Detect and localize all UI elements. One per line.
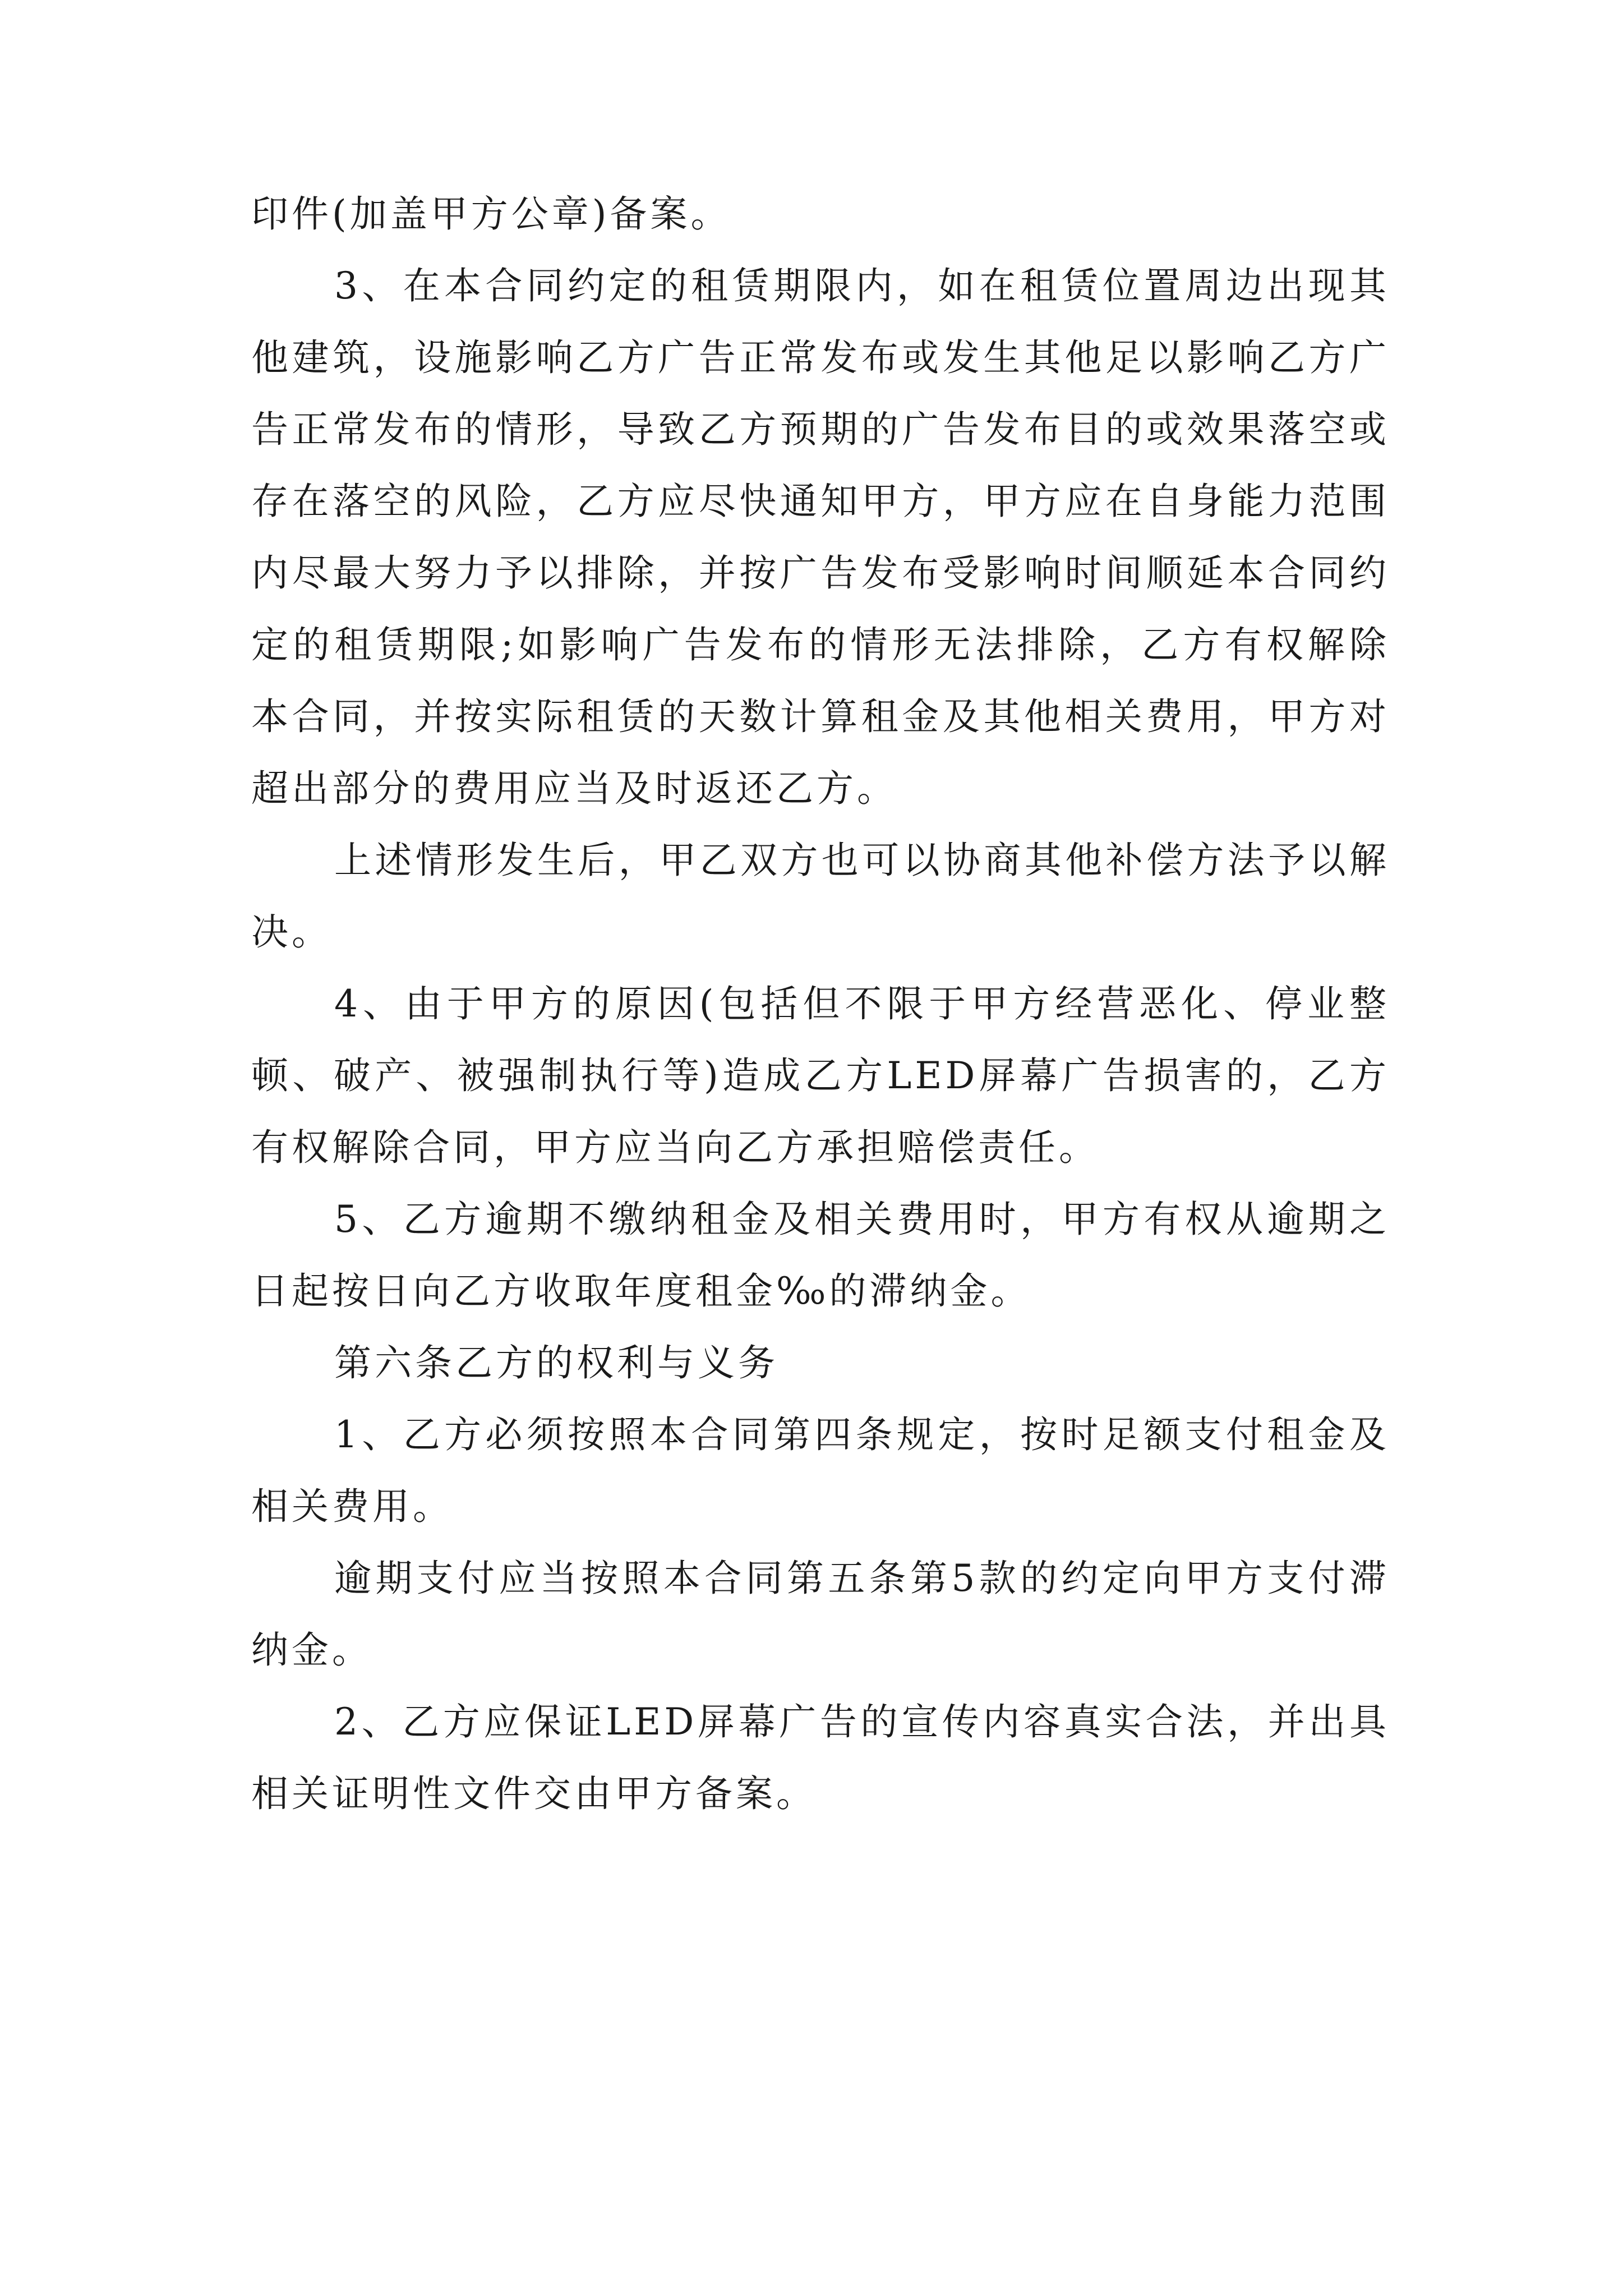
document-body <box>251 178 1390 1830</box>
paragraph-article-6-clause-2: 2、乙方应保证LED屏幕广告的宣传内容真实合法，并出具相关证明性文件交由甲方备案。 <box>251 1700 1390 1815</box>
paragraph-clause-3: 3、在本合同约定的租赁期限内，如在租赁位置周边出现其他建筑，设施影响乙方广告正常发布或发生其他足以影响乙方广告正常发布的情形，导致乙方预期的广告发布目的或效果落空或存在落空的风险，乙方应尽快通知甲方，甲方应在自身能力范围内尽最大努力予以排除，并按广告发布受影响时间顺延本合同约定的租赁期限;如影响广告发布的情形无法排除，乙方有权解除本合同，并按实际租赁的天数计算租金及其他相关费用，甲方对超出部分的费用应当及时返还乙方。 <box>251 264 1390 810</box>
paragraph-clause-5: 5、乙方逾期不缴纳租金及相关费用时，甲方有权从逾期之日起按日向乙方收取年度租金‰的滞纳金。 <box>251 1198 1390 1313</box>
paragraph-compensation-note: 上述情形发生后，甲乙双方也可以协商其他补偿方法予以解决。 <box>251 839 1390 954</box>
paragraph-article-6-clause-1: 1、乙方必须按照本合同第四条规定，按时足额支付租金及相关费用。 <box>251 1413 1390 1528</box>
paragraph-continuation: 印件(加盖甲方公章)备案。 <box>251 192 731 236</box>
paragraph-clause-4: 4、由于甲方的原因(包括但不限于甲方经营恶化、停业整顿、破产、被强制执行等)造成乙方LED屏幕广告损害的，乙方有权解除合同，甲方应当向乙方承担赔偿责任。 <box>251 982 1390 1169</box>
section-heading-article-6: 第六条乙方的权利与义务 <box>334 1341 778 1384</box>
paragraph-late-payment-note: 逾期支付应当按照本合同第五条第5款的约定向甲方支付滞纳金。 <box>251 1557 1390 1672</box>
